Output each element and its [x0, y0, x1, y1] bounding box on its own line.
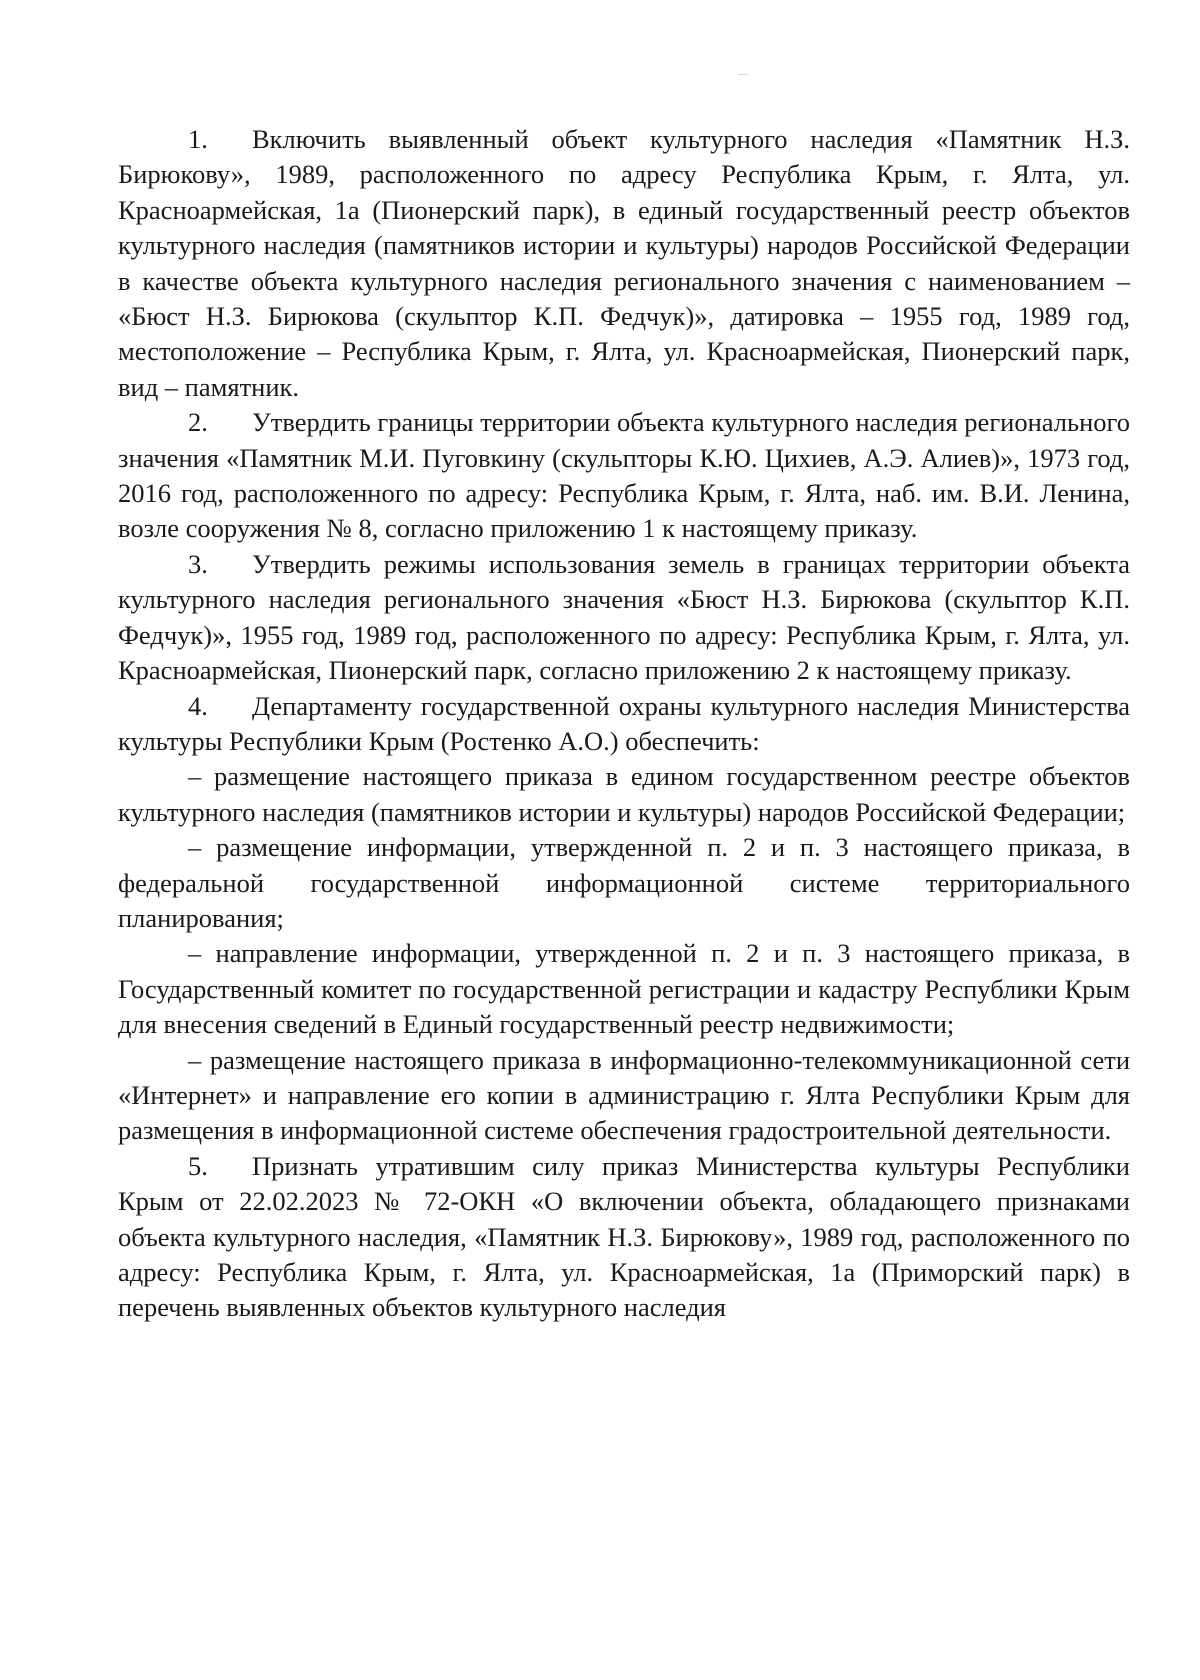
bullet-paragraph: – размещение настоящего приказа в едином государственном реестре объектов культурного наследия (памятников истории и культуры) народов Российской Федерации;: [118, 761, 1130, 827]
paragraph-item-1: [118, 122, 1130, 405]
item-text: Утвердить границы территории объекта культурного наследия регионального значения «Памятник М.И. Пуговкину (скульпторы К.Ю. Цихиев, А.Э. Алиев)», 1973 год, 2016 год, расположенного по адресу: Республика Крым, г. Ялта, наб. им. В.И. Ленина, возле сооружения № 8, согласно приложению 1 к настоящему приказу.: [118, 407, 1130, 544]
item-number: 5.: [188, 1150, 208, 1181]
item-number: 2.: [188, 407, 208, 438]
item-text: Признать утратившим силу приказ Министерства культуры Республики Крым от 22.02.2023 № 72-ОКН «О включении объекта, обладающего признаками объекта культурного наследия, «Памятник Н.З. Бирюкову», 1989 год, расположенного по адресу: Республика Крым, г. Ялта, ул. Красноармейская, 1а (Приморский парк) в перечень выявленных объектов культурного наследия: [118, 1150, 1130, 1323]
paragraph-item-3: [118, 547, 1130, 689]
bullet-paragraph: – размещение настоящего приказа в информационно-телекоммуникационной сети «Интернет» и направление его копии в администрацию г. Ялта Республики Крым для размещения в информационной системе обеспечения градостроительной деятельности.: [118, 1044, 1130, 1146]
item-number: 3.: [188, 548, 208, 579]
bullet-paragraph: – направление информации, утвержденной п. 2 и п. 3 настоящего приказа, в Государственный комитет по государственной регистрации и кадастру Республики Крым для внесения сведений в Единый государственный реестр недвижимости;: [118, 938, 1130, 1040]
item-number: 4.: [188, 690, 208, 721]
paragraph-item-2: [118, 405, 1130, 547]
paragraph-item-5: [118, 1149, 1130, 1326]
item-number: 1.: [188, 124, 208, 154]
item-text: Утвердить режимы использования земель в границах территории объекта культурного наследия регионального значения «Бюст Н.З. Бирюкова (скульптор К.П. Федчук)», 1955 год, 1989 год, расположенного по адресу: Республика Крым, г. Ялта, ул. Красноармейская, Пионерский парк, согласно приложению 2 к настоящему приказу.: [118, 548, 1130, 686]
item-text: Департаменту государственной охраны культурного наследия Министерства культуры Республики Крым (Ростенко А.О.) обеспечить:: [118, 690, 1130, 756]
paragraph-item-4: [118, 689, 1130, 760]
document-body: [118, 122, 1130, 1326]
item-text: Включить выявленный объект культурного наследия «Памятник Н.З. Бирюкову», 1989, расположенного по адресу Республика Крым, г. Ялта, ул. Красноармейская, 1а (Пионерский парк), в единый государственный реестр объектов культурного наследия (памятников истории и культуры) народов Российской Федерации в качестве объекта культурного наследия регионального значения с наименованием – «Бюст Н.З. Бирюкова (скульптор К.П. Федчук)», датировка – 1955 год, 1989 год, местоположение – Республика Крым, г. Ялта, ул. Красноармейская, Пионерский парк, вид – памятник.: [118, 124, 1130, 402]
scan-artifact-mark: [738, 74, 748, 75]
bullet-paragraph: – размещение информации, утвержденной п. 2 и п. 3 настоящего приказа, в федеральной государственной информационной системе территориального планирования;: [118, 832, 1130, 933]
